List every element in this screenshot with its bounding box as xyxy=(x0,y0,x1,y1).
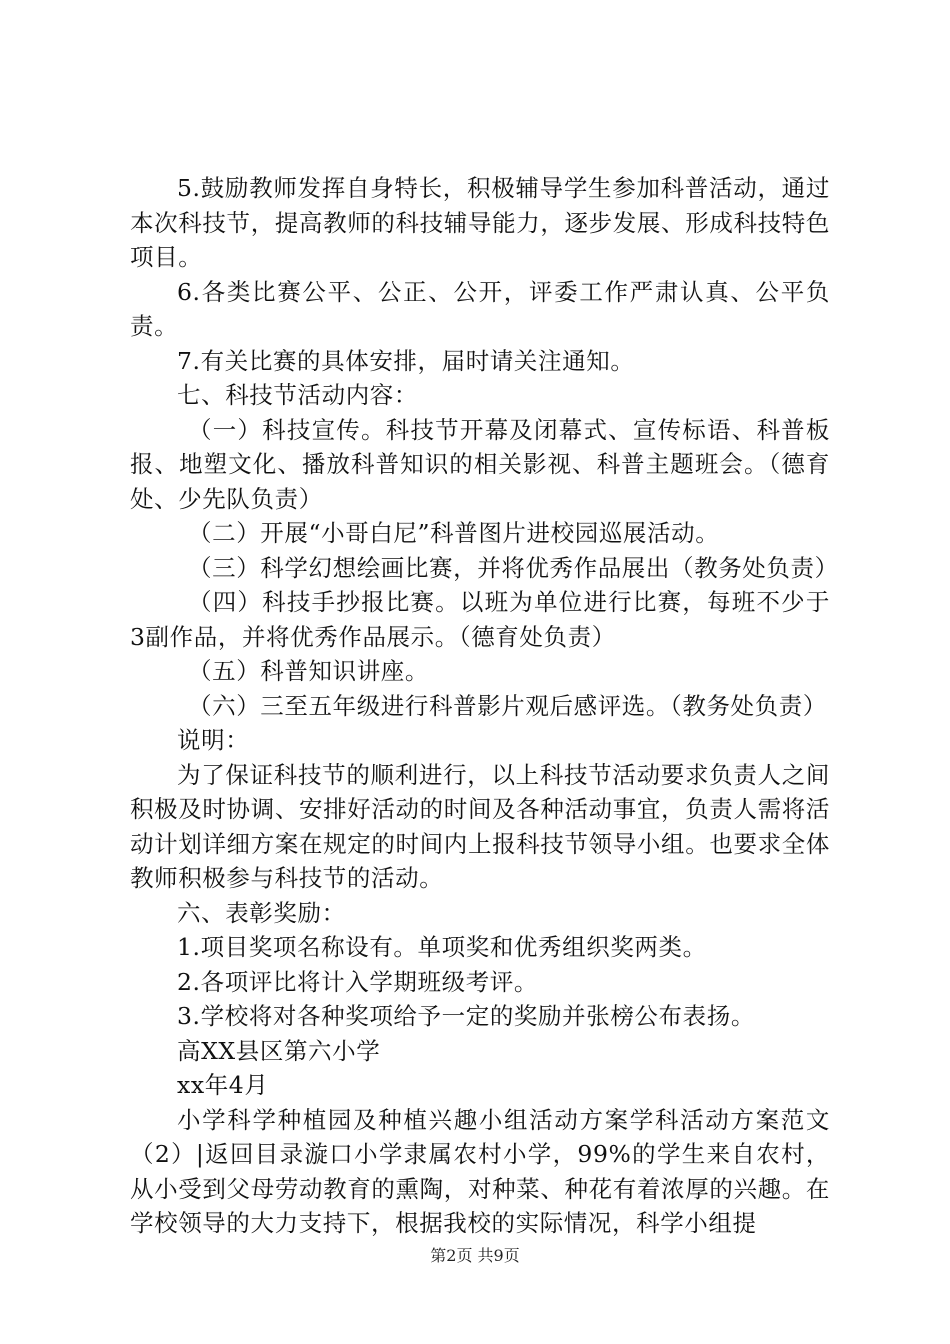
paragraph: 小学科学种植园及种植兴趣小组活动方案学科活动方案范文（2）|返回目录漩口小学隶属农村小学，99%的学生来自农村，从小受到父母劳动教育的熏陶，对种菜、种花有着浓厚的兴趣。在学校领导的大力支持下，根据我校的实际情况，科学小组提 xyxy=(130,1105,830,1237)
paragraph: 6.各类比赛公平、公正、公开，评委工作严肃认真、公平负责。 xyxy=(130,277,830,340)
signature-org: 高XX县区第六小学 xyxy=(177,1036,381,1065)
paragraph: （六）三至五年级进行科普影片观后感评选。（教务处负责） xyxy=(188,691,827,720)
paragraph: （二）开展“小哥白尼”科普图片进校园巡展活动。 xyxy=(188,519,720,547)
paragraph: 5.鼓励教师发挥自身特长，积极辅导学生参加科普活动，通过本次科技节，提高教师的科技辅导能力，逐步发展、形成科技特色项目。 xyxy=(130,174,830,271)
paragraph: 3.学校将对各种奖项给予一定的奖励并张榜公布表扬。 xyxy=(177,1002,755,1030)
document-body xyxy=(130,171,839,1241)
section-heading: 六、表彰奖励： xyxy=(177,898,346,927)
paragraph: 1.项目奖项名称设有。单项奖和优秀组织奖两类。 xyxy=(177,933,707,961)
paragraph: （四）科技手抄报比赛。以班为单位进行比赛，每班不少于3副作品，并将优秀作品展示。（德育处负责） xyxy=(130,588,830,651)
section-heading: 七、科技节活动内容： xyxy=(177,381,418,409)
paragraph: （三）科学幻想绘画比赛，并将优秀作品展出（教务处负责） xyxy=(188,553,839,582)
paragraph: （五）科普知识讲座。 xyxy=(188,657,429,685)
paragraph: 为了保证科技节的顺利进行，以上科技节活动要求负责人之间积极及时协调、安排好活动的时间及各种活动事宜，负责人需将活动计划详细方案在规定的时间内上报科技节领导小组。也要求全体教师积极参与科技节的活动。 xyxy=(130,760,830,892)
paragraph: （一）科技宣传。科技节开幕及闭幕式、宣传标语、科普板报、地塑文化、播放科普知识的相关影视、科普主题班会。（德育处、少先队负责） xyxy=(130,415,830,513)
signature-date: xx年4月 xyxy=(177,1071,269,1099)
page-number: 第2页 共9页 xyxy=(430,1246,520,1265)
paragraph: 7.有关比赛的具体安排，届时请关注通知。 xyxy=(177,346,635,375)
section-heading: 说明： xyxy=(177,726,250,754)
paragraph: 2.各项评比将计入学期班级考评。 xyxy=(177,967,539,996)
